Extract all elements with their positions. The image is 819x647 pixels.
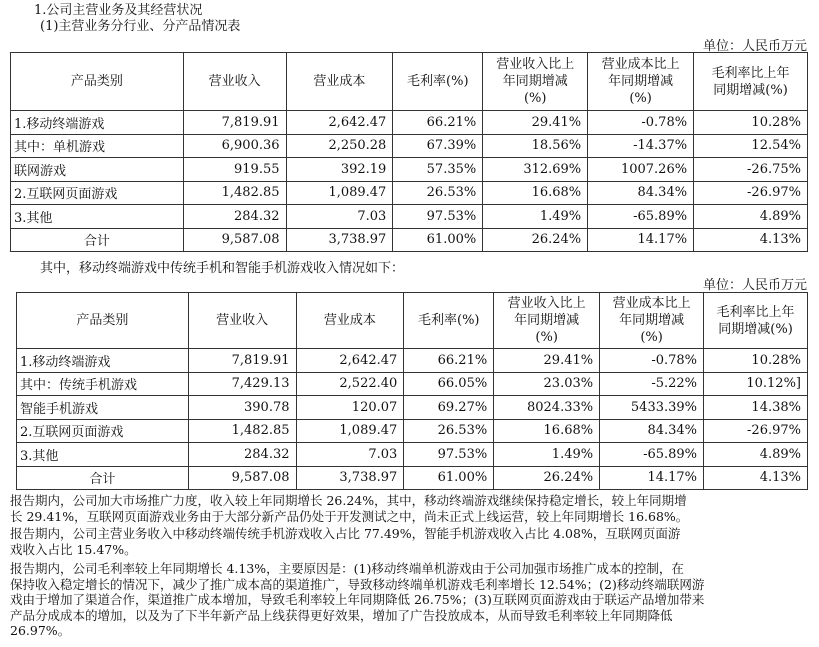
table-row xyxy=(17,419,808,443)
row-category: 1.移动终端游戏 xyxy=(17,349,189,373)
row-value: 66.05% xyxy=(404,372,494,396)
row-value: 1,089.47 xyxy=(296,419,404,443)
header-margin: 毛利率(%) xyxy=(404,293,494,349)
header-margin-change: 毛利率比上年 同期增减(%) xyxy=(694,53,808,111)
row-value: 392.19 xyxy=(286,158,393,182)
row-value: 3,738.97 xyxy=(296,466,404,490)
row-value: -65.89% xyxy=(588,205,694,229)
row-value: 1.49% xyxy=(483,205,588,229)
header-cost: 营业成本 xyxy=(296,293,404,349)
row-value: 4.89% xyxy=(704,443,808,467)
table-row xyxy=(11,158,808,182)
table-row xyxy=(11,181,808,205)
header-cost-change: 营业成本比上 年同期增减 (%) xyxy=(588,53,694,111)
table-row xyxy=(17,372,808,396)
table-row xyxy=(17,349,808,373)
header-cost: 营业成本 xyxy=(286,53,393,111)
row-value: 1,482.85 xyxy=(183,181,286,205)
row-value: 3,738.97 xyxy=(286,228,393,252)
row-value: -5.22% xyxy=(600,372,704,396)
row-value: -26.97% xyxy=(694,181,808,205)
row-value: 26.24% xyxy=(494,466,600,490)
mobile-breakdown-table xyxy=(16,292,808,490)
row-value: 7.03 xyxy=(286,205,393,229)
row-value: 18.56% xyxy=(483,134,588,158)
row-value: 1.49% xyxy=(494,443,600,467)
header-cost-change: 营业成本比上 年同期增减 (%) xyxy=(600,293,704,349)
row-value: -0.78% xyxy=(588,111,694,135)
header-revenue: 营业收入 xyxy=(188,293,296,349)
row-category: 合计 xyxy=(17,466,189,490)
row-value: 61.00% xyxy=(404,466,494,490)
row-value: 84.34% xyxy=(600,419,704,443)
row-category: 1.移动终端游戏 xyxy=(11,111,184,135)
row-value: 23.03% xyxy=(494,372,600,396)
row-value: 84.34% xyxy=(588,181,694,205)
row-value: 9,587.08 xyxy=(188,466,296,490)
paragraph-margin: 报告期内，公司毛利率较上年同期增长 4.13%，主要原因是：(1)移动终端单机游戏由于公司加强市场推广成本的控制，在 保持收入稳定增长的情况下，减少了推广成本高的渠道推广，导致移动终端单机游戏毛利率增长 12.54%；(2)移动终端联网游 戏由于增加了渠道合作，渠道推广成本增加，导致毛利率较上年同期降低 26.75%；(3)互联网页面游戏由于联运产品增加带来 产品分成成本的增加，以及为了下半年新产品上线获得更好效果，增加了广告投放成本，从而导致毛利率较上年同期降低 26.97%。 xyxy=(10,561,705,638)
paragraph-revenue: 报告期内，公司加大市场推广力度，收入较上年同期增长 26.24%，其中，移动终端游戏继续保持稳定增长，较上年同期增 长 29.41%，互联网页面游戏业务由于大部分新产品仍处于开发测试之中，尚未正式上线运营，较上年同期增长 16.68%。 xyxy=(10,493,689,524)
row-value: 97.53% xyxy=(404,443,494,467)
row-category: 2.互联网页面游戏 xyxy=(17,419,189,443)
row-value: 26.53% xyxy=(393,181,483,205)
row-value: 10.12%] xyxy=(704,372,808,396)
row-value: -26.97% xyxy=(704,419,808,443)
row-value: 69.27% xyxy=(404,396,494,420)
row-value: 61.00% xyxy=(393,228,483,252)
row-value: 97.53% xyxy=(393,205,483,229)
row-value: 1,089.47 xyxy=(286,181,393,205)
row-value: 4.13% xyxy=(704,466,808,490)
row-category: 其中：传统手机游戏 xyxy=(17,372,189,396)
row-value: 2,250.28 xyxy=(286,134,393,158)
row-value: 1007.26% xyxy=(588,158,694,182)
row-value: 14.38% xyxy=(704,396,808,420)
row-value: 4.13% xyxy=(694,228,808,252)
row-value: 390.78 xyxy=(188,396,296,420)
row-value: -0.78% xyxy=(600,349,704,373)
row-value: 2,642.47 xyxy=(296,349,404,373)
row-value: 7,429.13 xyxy=(188,372,296,396)
row-value: 7.03 xyxy=(296,443,404,467)
row-value: 4.89% xyxy=(694,205,808,229)
row-value: 14.17% xyxy=(600,466,704,490)
row-value: 6,900.36 xyxy=(183,134,286,158)
row-value: 2,642.47 xyxy=(286,111,393,135)
row-value: 66.21% xyxy=(393,111,483,135)
row-value: 10.28% xyxy=(704,349,808,373)
row-value: 12.54% xyxy=(694,134,808,158)
unit-label-2: 单位：人民币万元 xyxy=(702,278,807,293)
row-category: 其中：单机游戏 xyxy=(11,134,184,158)
section-heading: 1.公司主营业务及其经营状况 xyxy=(34,3,203,18)
row-value: -14.37% xyxy=(588,134,694,158)
row-value: 1,482.85 xyxy=(188,419,296,443)
row-value: -26.75% xyxy=(694,158,808,182)
table-row xyxy=(11,111,808,135)
row-value: 14.17% xyxy=(588,228,694,252)
row-value: 66.21% xyxy=(404,349,494,373)
row-value: 16.68% xyxy=(494,419,600,443)
table-row xyxy=(17,466,808,490)
header-category: 产品类别 xyxy=(11,53,184,111)
row-value: 29.41% xyxy=(483,111,588,135)
paragraph-share: 报告期内，公司主营业务收入中移动终端传统手机游戏收入占比 77.49%，智能手机游戏收入占比 4.08%，互联网页面游 戏收入占比 15.47%。 xyxy=(10,526,681,557)
table2-intro: 其中，移动终端游戏中传统手机和智能手机游戏收入情况如下： xyxy=(40,261,405,276)
unit-label-1: 单位：人民币万元 xyxy=(702,39,807,54)
header-revenue-change: 营业收入比上 年同期增减 (%) xyxy=(494,293,600,349)
row-value: -65.89% xyxy=(600,443,704,467)
row-value: 284.32 xyxy=(188,443,296,467)
row-value: 7,819.91 xyxy=(188,349,296,373)
row-value: 16.68% xyxy=(483,181,588,205)
table-row xyxy=(17,396,808,420)
row-value: 29.41% xyxy=(494,349,600,373)
header-revenue-change: 营业收入比上 年同期增减 (%) xyxy=(483,53,588,111)
row-category: 3.其他 xyxy=(11,205,184,229)
row-category: 3.其他 xyxy=(17,443,189,467)
row-category: 智能手机游戏 xyxy=(17,396,189,420)
header-revenue: 营业收入 xyxy=(183,53,286,111)
row-category: 联网游戏 xyxy=(11,158,184,182)
product-revenue-table xyxy=(10,52,808,252)
row-value: 9,587.08 xyxy=(183,228,286,252)
section-subheading: (1)主营业务分行业、分产品情况表 xyxy=(40,19,241,34)
row-value: 120.07 xyxy=(296,396,404,420)
table-row xyxy=(17,443,808,467)
table-row xyxy=(11,205,808,229)
row-value: 57.35% xyxy=(393,158,483,182)
row-value: 919.55 xyxy=(183,158,286,182)
header-margin-change: 毛利率比上年 同期增减(%) xyxy=(704,293,808,349)
row-value: 2,522.40 xyxy=(296,372,404,396)
row-value: 26.53% xyxy=(404,419,494,443)
row-value: 5433.39% xyxy=(600,396,704,420)
table-row xyxy=(11,228,808,252)
row-value: 8024.33% xyxy=(494,396,600,420)
header-margin: 毛利率(%) xyxy=(393,53,483,111)
header-category: 产品类别 xyxy=(17,293,189,349)
row-value: 10.28% xyxy=(694,111,808,135)
row-category: 合计 xyxy=(11,228,184,252)
row-value: 7,819.91 xyxy=(183,111,286,135)
table-row xyxy=(11,134,808,158)
row-value: 26.24% xyxy=(483,228,588,252)
row-value: 284.32 xyxy=(183,205,286,229)
row-value: 67.39% xyxy=(393,134,483,158)
row-category: 2.互联网页面游戏 xyxy=(11,181,184,205)
row-value: 312.69% xyxy=(483,158,588,182)
